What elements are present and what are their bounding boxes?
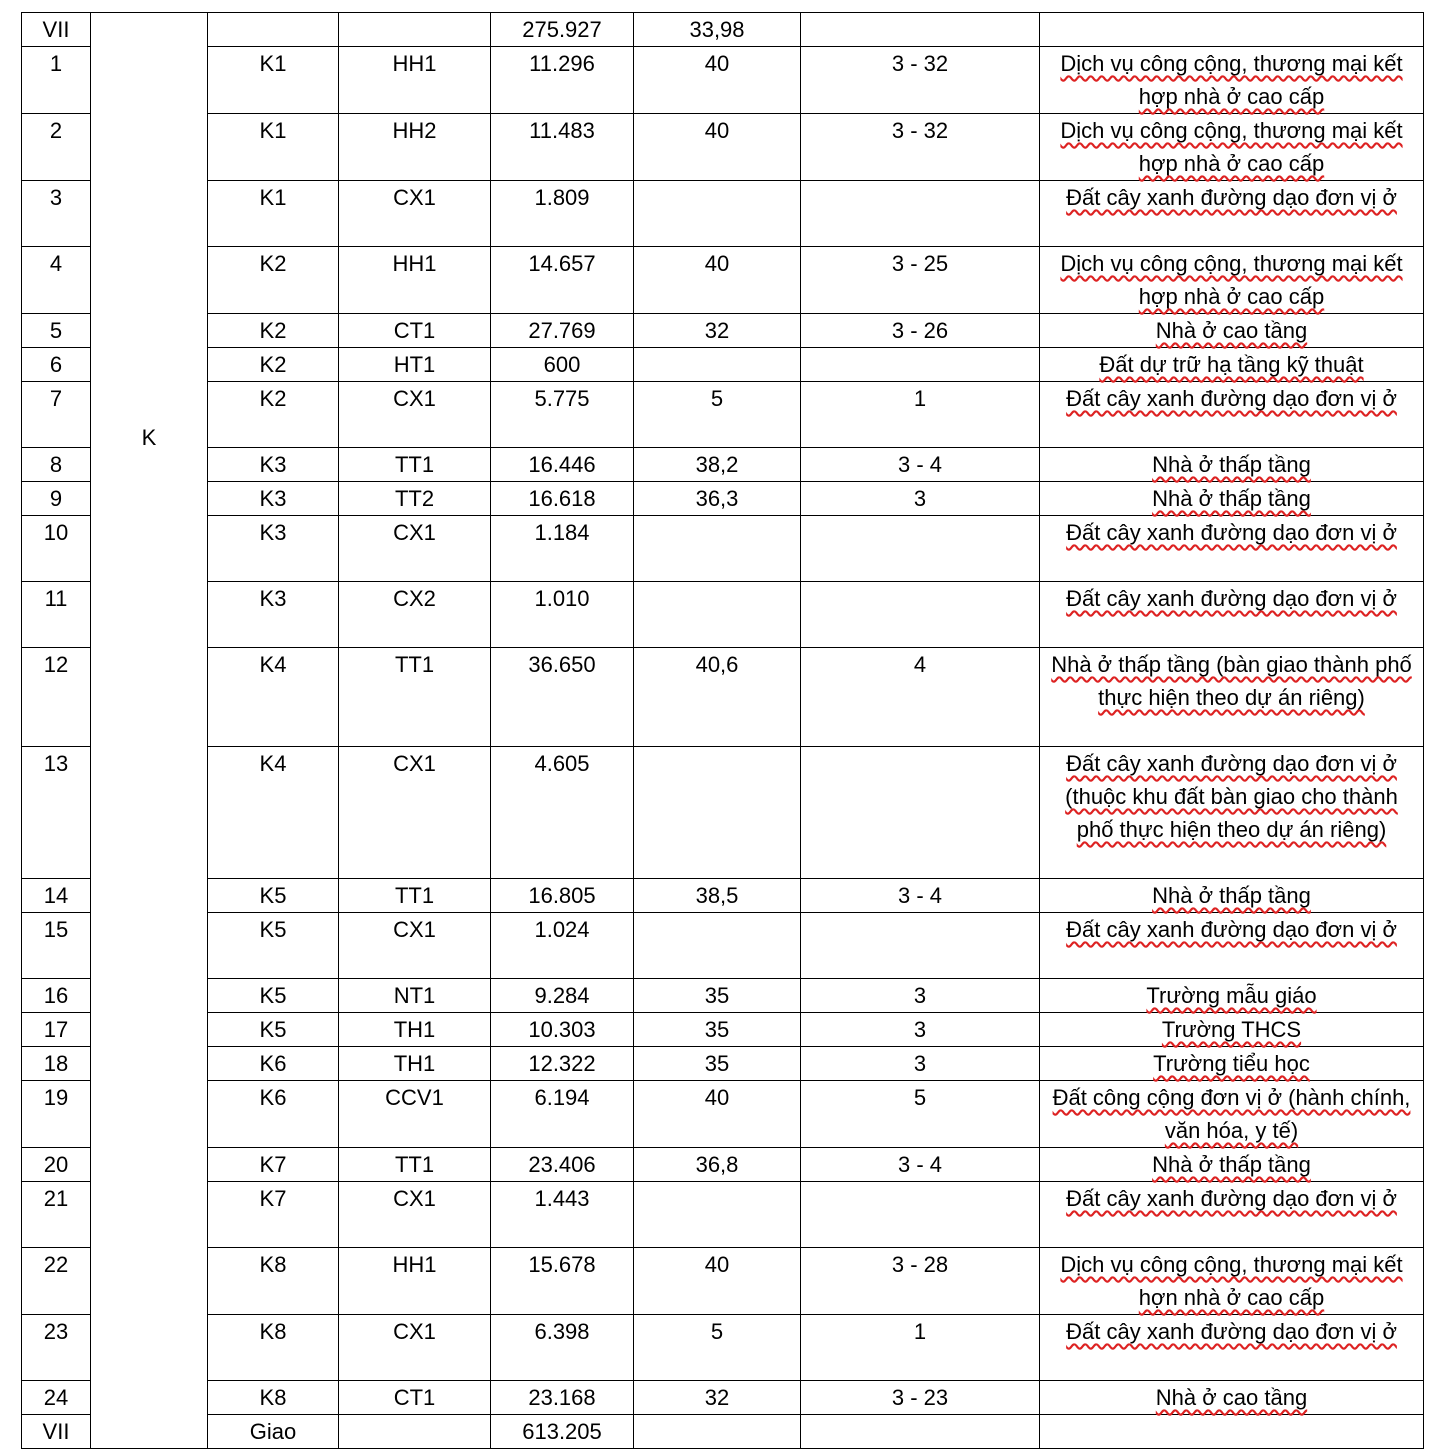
code-cell: HH2 <box>339 114 491 181</box>
area-cell: 16.446 <box>491 448 634 482</box>
floors-cell <box>801 516 1040 582</box>
density-cell <box>634 747 801 879</box>
stt-cell: 15 <box>22 913 91 979</box>
table-row <box>22 747 1424 879</box>
stt-cell: 3 <box>22 181 91 247</box>
use-cell <box>1040 114 1424 181</box>
table-row <box>22 114 1424 181</box>
use-cell <box>1040 482 1424 516</box>
block-cell: K3 <box>208 516 339 582</box>
density-cell: 40 <box>634 47 801 114</box>
floors-cell: 3 - 32 <box>801 114 1040 181</box>
block-cell: K2 <box>208 382 339 448</box>
use-cell <box>1040 1248 1424 1315</box>
use-cell <box>1040 1047 1424 1081</box>
area-cell: 14.657 <box>491 247 634 314</box>
density-cell: 36,8 <box>634 1148 801 1182</box>
code-cell: CX1 <box>339 913 491 979</box>
land-use-text: Nhà ở thấp tầng <box>1152 1152 1311 1177</box>
use-cell <box>1040 448 1424 482</box>
floors-cell: 3 - 4 <box>801 1148 1040 1182</box>
land-use-text: Đất công cộng đơn vị ở (hành chính, văn hóa, y tế) <box>1052 1085 1411 1143</box>
area-cell: 600 <box>491 348 634 382</box>
code-cell: TT1 <box>339 448 491 482</box>
use-cell <box>1040 1013 1424 1047</box>
floors-cell <box>801 348 1040 382</box>
floors-cell: 3 - 23 <box>801 1381 1040 1415</box>
floors-cell: 1 <box>801 1315 1040 1381</box>
floors-cell: 3 - 25 <box>801 247 1040 314</box>
land-use-text: Nhà ở thấp tầng <box>1152 486 1311 511</box>
floors-cell: 3 - 32 <box>801 47 1040 114</box>
density-cell: 5 <box>634 1315 801 1381</box>
area-cell: 275.927 <box>491 13 634 47</box>
floors-cell: 3 <box>801 482 1040 516</box>
table-row <box>22 582 1424 648</box>
land-use-text: Nhà ở cao tầng <box>1155 1385 1308 1410</box>
stt-cell: 20 <box>22 1148 91 1182</box>
stt-cell: 14 <box>22 879 91 913</box>
land-use-text: Nhà ở cao tầng <box>1155 318 1308 343</box>
block-cell: K1 <box>208 114 339 181</box>
table-row <box>22 648 1424 747</box>
block-cell: K6 <box>208 1081 339 1148</box>
land-use-text: Đất cây xanh đường dạo đơn vị ở <box>1066 917 1397 942</box>
table-row <box>22 1315 1424 1381</box>
code-cell: CX2 <box>339 582 491 648</box>
floors-cell <box>801 582 1040 648</box>
block-cell: K1 <box>208 47 339 114</box>
land-use-text: Nhà ở thấp tầng (bàn giao thành phố thực hiện theo dự án riêng) <box>1051 652 1412 710</box>
land-use-text: Trường THCS <box>1161 1017 1302 1042</box>
floors-cell: 3 - 4 <box>801 448 1040 482</box>
floors-cell: 3 <box>801 979 1040 1013</box>
table-row <box>22 913 1424 979</box>
next-section-row <box>22 1415 1424 1449</box>
density-cell: 35 <box>634 1013 801 1047</box>
code-cell: TH1 <box>339 1047 491 1081</box>
block-cell: Giao <box>208 1415 339 1449</box>
area-cell: 1.809 <box>491 181 634 247</box>
use-cell <box>1040 879 1424 913</box>
land-use-text: Trường tiểu học <box>1153 1051 1310 1076</box>
area-cell: 11.483 <box>491 114 634 181</box>
use-cell <box>1040 1081 1424 1148</box>
use-cell <box>1040 648 1424 747</box>
land-use-text: Đất cây xanh đường dạo đơn vị ở <box>1066 1186 1397 1211</box>
stt-cell: 5 <box>22 314 91 348</box>
use-cell <box>1040 348 1424 382</box>
table-row <box>22 47 1424 114</box>
use-cell <box>1040 314 1424 348</box>
code-cell: HH1 <box>339 47 491 114</box>
code-cell: CX1 <box>339 181 491 247</box>
code-cell: CT1 <box>339 1381 491 1415</box>
density-cell: 35 <box>634 979 801 1013</box>
section-row <box>22 13 1424 47</box>
area-cell: 23.406 <box>491 1148 634 1182</box>
table-row <box>22 1081 1424 1148</box>
code-cell: CX1 <box>339 1182 491 1248</box>
density-cell: 40 <box>634 1248 801 1315</box>
stt-cell: VII <box>22 1415 91 1449</box>
table-row <box>22 1047 1424 1081</box>
density-cell: 35 <box>634 1047 801 1081</box>
area-cell: 16.618 <box>491 482 634 516</box>
code-cell: CX1 <box>339 747 491 879</box>
floors-cell <box>801 181 1040 247</box>
table-row <box>22 348 1424 382</box>
block-cell: K6 <box>208 1047 339 1081</box>
land-use-text: Nhà ở thấp tầng <box>1152 883 1311 908</box>
floors-cell: 3 - 26 <box>801 314 1040 348</box>
stt-cell: 23 <box>22 1315 91 1381</box>
area-cell: 15.678 <box>491 1248 634 1315</box>
use-cell <box>1040 1315 1424 1381</box>
density-cell: 38,5 <box>634 879 801 913</box>
stt-cell: 22 <box>22 1248 91 1315</box>
land-use-text: Đất cây xanh đường dạo đơn vị ở (thuộc khu đất bàn giao cho thành phố thực hiện theo dự án riêng) <box>1065 751 1398 842</box>
land-use-text: Đất cây xanh đường dạo đơn vị ở <box>1066 1319 1397 1344</box>
floors-cell: 3 - 28 <box>801 1248 1040 1315</box>
block-cell: K2 <box>208 247 339 314</box>
land-use-text: Trường mẫu giáo <box>1146 983 1317 1008</box>
table-row <box>22 314 1424 348</box>
use-cell <box>1040 47 1424 114</box>
block-cell: K5 <box>208 913 339 979</box>
stt-cell: 8 <box>22 448 91 482</box>
code-cell: TT1 <box>339 1148 491 1182</box>
block-cell: K1 <box>208 181 339 247</box>
code-cell: CT1 <box>339 314 491 348</box>
stt-cell: 17 <box>22 1013 91 1047</box>
floors-cell: 5 <box>801 1081 1040 1148</box>
floors-cell: 4 <box>801 648 1040 747</box>
block-cell: K3 <box>208 448 339 482</box>
stt-cell: 21 <box>22 1182 91 1248</box>
land-use-text: Dịch vụ công cộng, thương mại kết hợp nhà ở cao cấp <box>1060 51 1403 109</box>
block-cell: K8 <box>208 1315 339 1381</box>
land-use-table <box>21 12 1424 1449</box>
area-cell: 11.296 <box>491 47 634 114</box>
floors-cell <box>801 1182 1040 1248</box>
use-cell <box>1040 247 1424 314</box>
use-cell <box>1040 747 1424 879</box>
zone-cell: K <box>91 13 208 1449</box>
stt-cell: 19 <box>22 1081 91 1148</box>
density-cell: 40 <box>634 114 801 181</box>
use-cell <box>1040 1381 1424 1415</box>
code-cell: NT1 <box>339 979 491 1013</box>
code-cell: CX1 <box>339 382 491 448</box>
block-cell: K5 <box>208 979 339 1013</box>
stt-cell: 24 <box>22 1381 91 1415</box>
block-cell: K7 <box>208 1148 339 1182</box>
area-cell: 6.398 <box>491 1315 634 1381</box>
density-cell <box>634 516 801 582</box>
land-use-text: Đất dự trữ hạ tầng kỹ thuật <box>1099 352 1364 377</box>
area-cell: 5.775 <box>491 382 634 448</box>
area-cell: 27.769 <box>491 314 634 348</box>
stt-cell: 18 <box>22 1047 91 1081</box>
stt-cell: 11 <box>22 582 91 648</box>
density-cell: 40 <box>634 1081 801 1148</box>
table-row <box>22 879 1424 913</box>
area-cell: 613.205 <box>491 1415 634 1449</box>
use-cell <box>1040 1148 1424 1182</box>
use-cell <box>1040 181 1424 247</box>
stt-cell: 1 <box>22 47 91 114</box>
density-cell: 38,2 <box>634 448 801 482</box>
area-cell: 1.184 <box>491 516 634 582</box>
density-cell <box>634 348 801 382</box>
code-cell: CX1 <box>339 1315 491 1381</box>
code-cell: TH1 <box>339 1013 491 1047</box>
stt-cell: 13 <box>22 747 91 879</box>
land-use-text: Dịch vụ công cộng, thương mại kết hợp nhà ở cao cấp <box>1060 251 1403 309</box>
use-cell <box>1040 1182 1424 1248</box>
floors-cell: 3 <box>801 1047 1040 1081</box>
density-cell <box>634 582 801 648</box>
table-row <box>22 482 1424 516</box>
density-cell <box>634 913 801 979</box>
area-cell: 1.010 <box>491 582 634 648</box>
block-cell: K4 <box>208 648 339 747</box>
table-row <box>22 1381 1424 1415</box>
floors-cell <box>801 913 1040 979</box>
land-use-text: Nhà ở thấp tầng <box>1152 452 1311 477</box>
stt-cell: 12 <box>22 648 91 747</box>
table-row <box>22 1182 1424 1248</box>
table-row <box>22 382 1424 448</box>
area-cell: 23.168 <box>491 1381 634 1415</box>
table-row <box>22 1013 1424 1047</box>
block-cell: K4 <box>208 747 339 879</box>
block-cell: K3 <box>208 582 339 648</box>
area-cell: 10.303 <box>491 1013 634 1047</box>
floors-cell: 3 <box>801 1013 1040 1047</box>
use-cell <box>1040 516 1424 582</box>
density-cell: 40 <box>634 247 801 314</box>
code-cell: CCV1 <box>339 1081 491 1148</box>
stt-cell: 4 <box>22 247 91 314</box>
area-cell: 1.024 <box>491 913 634 979</box>
stt-cell: 6 <box>22 348 91 382</box>
table-row <box>22 247 1424 314</box>
table-row <box>22 1148 1424 1182</box>
block-cell: K8 <box>208 1381 339 1415</box>
land-use-text: Đất cây xanh đường dạo đơn vị ở <box>1066 586 1397 611</box>
table-row <box>22 1248 1424 1315</box>
floors-cell: 3 - 4 <box>801 879 1040 913</box>
code-cell: HH1 <box>339 247 491 314</box>
code-cell: TT2 <box>339 482 491 516</box>
area-cell: 1.443 <box>491 1182 634 1248</box>
table-row <box>22 448 1424 482</box>
block-cell: K8 <box>208 1248 339 1315</box>
block-cell: K5 <box>208 879 339 913</box>
stt-cell: 10 <box>22 516 91 582</box>
area-cell: 36.650 <box>491 648 634 747</box>
area-cell: 9.284 <box>491 979 634 1013</box>
area-cell: 16.805 <box>491 879 634 913</box>
code-cell: HH1 <box>339 1248 491 1315</box>
density-cell: 33,98 <box>634 13 801 47</box>
code-cell: HT1 <box>339 348 491 382</box>
density-cell: 40,6 <box>634 648 801 747</box>
stt-cell: 16 <box>22 979 91 1013</box>
land-use-text: Đất cây xanh đường dạo đơn vị ở <box>1066 185 1397 210</box>
floors-cell <box>801 747 1040 879</box>
code-cell: CX1 <box>339 516 491 582</box>
land-use-text: Đất cây xanh đường dạo đơn vị ở <box>1066 520 1397 545</box>
density-cell <box>634 1182 801 1248</box>
density-cell: 32 <box>634 314 801 348</box>
use-cell <box>1040 979 1424 1013</box>
use-cell <box>1040 382 1424 448</box>
use-cell <box>1040 582 1424 648</box>
use-cell <box>1040 913 1424 979</box>
density-cell: 32 <box>634 1381 801 1415</box>
block-cell: K2 <box>208 348 339 382</box>
table-row <box>22 516 1424 582</box>
code-cell: TT1 <box>339 648 491 747</box>
block-cell: K2 <box>208 314 339 348</box>
stt-cell: 9 <box>22 482 91 516</box>
density-cell: 5 <box>634 382 801 448</box>
table-row <box>22 181 1424 247</box>
block-cell: K5 <box>208 1013 339 1047</box>
land-use-text: Dịch vụ công cộng, thương mại kết hợn nhà ở cao cấp <box>1060 1252 1403 1310</box>
code-cell: TT1 <box>339 879 491 913</box>
area-cell: 4.605 <box>491 747 634 879</box>
area-cell: 12.322 <box>491 1047 634 1081</box>
area-cell: 6.194 <box>491 1081 634 1148</box>
block-cell: K7 <box>208 1182 339 1248</box>
stt-cell: VII <box>22 13 91 47</box>
block-cell: K3 <box>208 482 339 516</box>
stt-cell: 2 <box>22 114 91 181</box>
table-row <box>22 979 1424 1013</box>
density-cell <box>634 181 801 247</box>
density-cell: 36,3 <box>634 482 801 516</box>
land-use-text: Đất cây xanh đường dạo đơn vị ở <box>1066 386 1397 411</box>
land-use-text: Dịch vụ công cộng, thương mại kết hợp nhà ở cao cấp <box>1060 118 1403 176</box>
floors-cell: 1 <box>801 382 1040 448</box>
stt-cell: 7 <box>22 382 91 448</box>
